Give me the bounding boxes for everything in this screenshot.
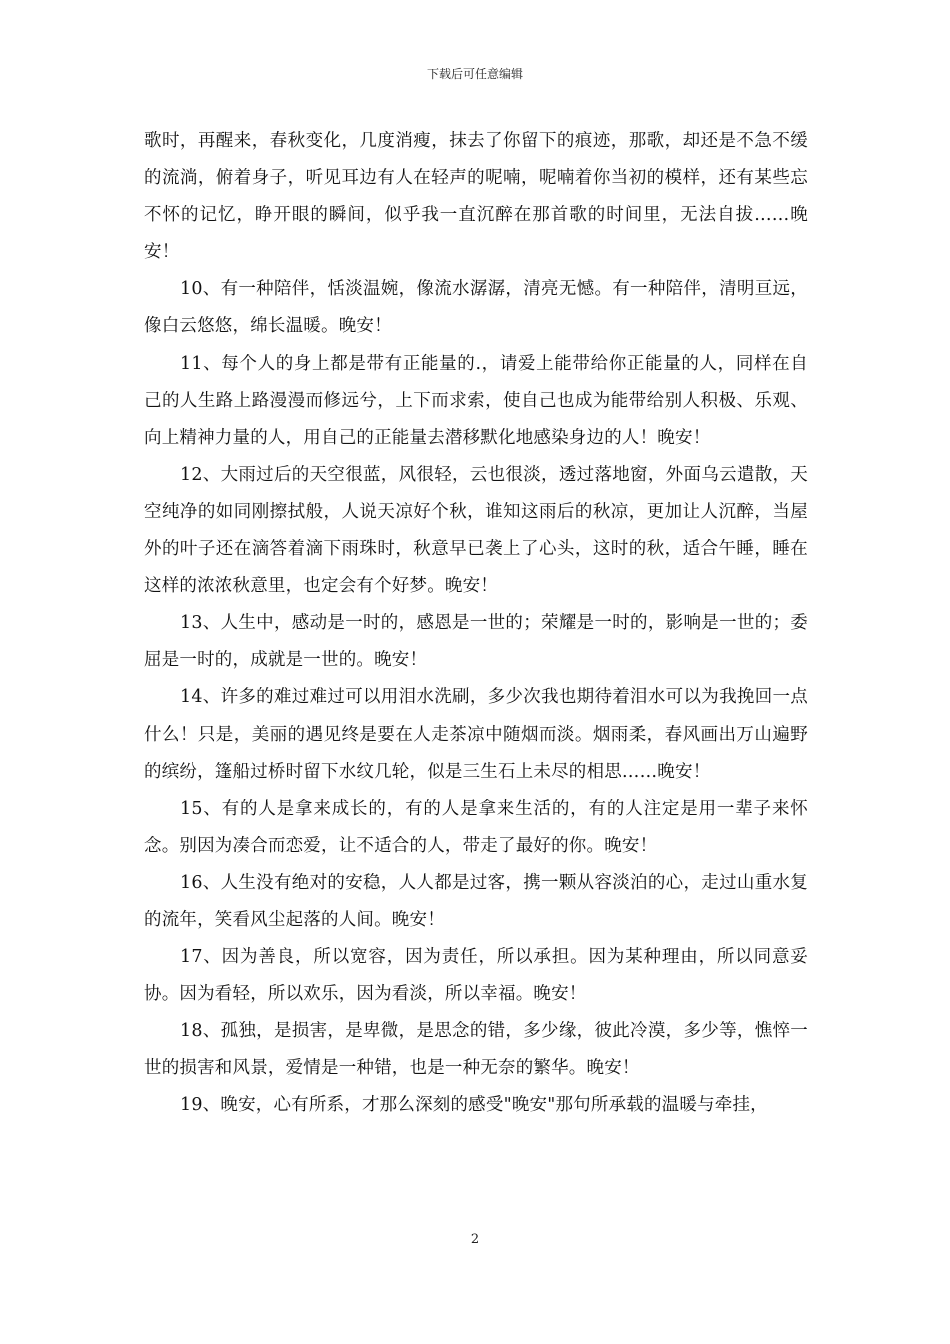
page-number: 2 — [470, 1232, 480, 1247]
paragraph-item-14: 14、许多的难过难过可以用泪水洗刷，多少次我也期待着泪水可以为我挽回一点什么！只是，美丽的遇见终是要在人走茶凉中随烟而淡。烟雨柔，春风画出万山遍野的缤纷，篷船过桥时留下水纹几轮，似是三生石上未尽的相思……晚安！ — [144, 687, 808, 782]
paragraph-item-16: 16、人生没有绝对的安稳，人人都是过客，携一颗从容淡泊的心，走过山重水复的流年，笑看风尘起落的人间。晚安！ — [144, 872, 808, 930]
paragraph-item-12: 12、大雨过后的天空很蓝，风很轻，云也很淡，透过落地窗，外面乌云遣散，天空纯净的如同刚擦拭般，人说天凉好个秋，谁知这雨后的秋凉，更加让人沉醉，当屋外的叶子还在滴答着滴下雨珠时，秋意早已袭上了心头，这时的秋，适合午睡，睡在这样的浓浓秋意里，也定会有个好梦。晚安！ — [144, 464, 808, 597]
paragraph-item-19: 19、晚安，心有所系，才那么深刻的感受"晚安"那句所承载的温暖与牵挂， — [180, 1095, 768, 1116]
paragraph-item-17: 17、因为善良，所以宽容，因为责任，所以承担。因为某种理由，所以同意妥协。因为看轻，所以欢乐，因为看淡，所以幸福。晚安！ — [144, 947, 808, 1005]
paragraph-item-18: 18、孤独，是损害，是卑微，是思念的错，多少缘，彼此冷漠，多少等，憔悴一世的损害和风景，爱情是一种错，也是一种无奈的繁华。晚安！ — [144, 1021, 808, 1079]
page-header: 下载后可任意编辑 — [426, 67, 523, 81]
paragraph-item-13: 13、人生中，感动是一时的，感恩是一世的；荣耀是一时的，影响是一世的；委屈是一时的，成就是一世的。晚安！ — [144, 613, 808, 671]
document-body — [144, 123, 808, 1125]
paragraph-continued: 歌时，再醒来，春秋变化，几度消瘦，抹去了你留下的痕迹，那歌，却还是不急不缓的流淌，俯着身子，听见耳边有人在轻声的呢喃，呢喃着你当初的模样，还有某些忘不怀的记忆，睁开眼的瞬间，似乎我一直沉醉在那首歌的时间里，无法自拔……晚安！ — [144, 131, 808, 263]
paragraph-item-11: 11、每个人的身上都是带有正能量的.，请爱上能带给你正能量的人，同样在自己的人生路上路漫漫而修远兮，上下而求索，使自己也成为能带给别人积极、乐观、向上精神力量的人，用自己的正能量去潜移默化地感染身边的人！晚安！ — [144, 353, 808, 448]
paragraph-item-10: 10、有一种陪伴，恬淡温婉，像流水潺潺，清亮无憾。有一种陪伴，清明亘远，像白云悠悠，绵长温暖。晚安！ — [144, 279, 808, 337]
paragraph-item-15: 15、有的人是拿来成长的，有的人是拿来生活的，有的人注定是用一辈子来怀念。别因为凑合而恋爱，让不适合的人，带走了最好的你。晚安！ — [144, 798, 808, 856]
